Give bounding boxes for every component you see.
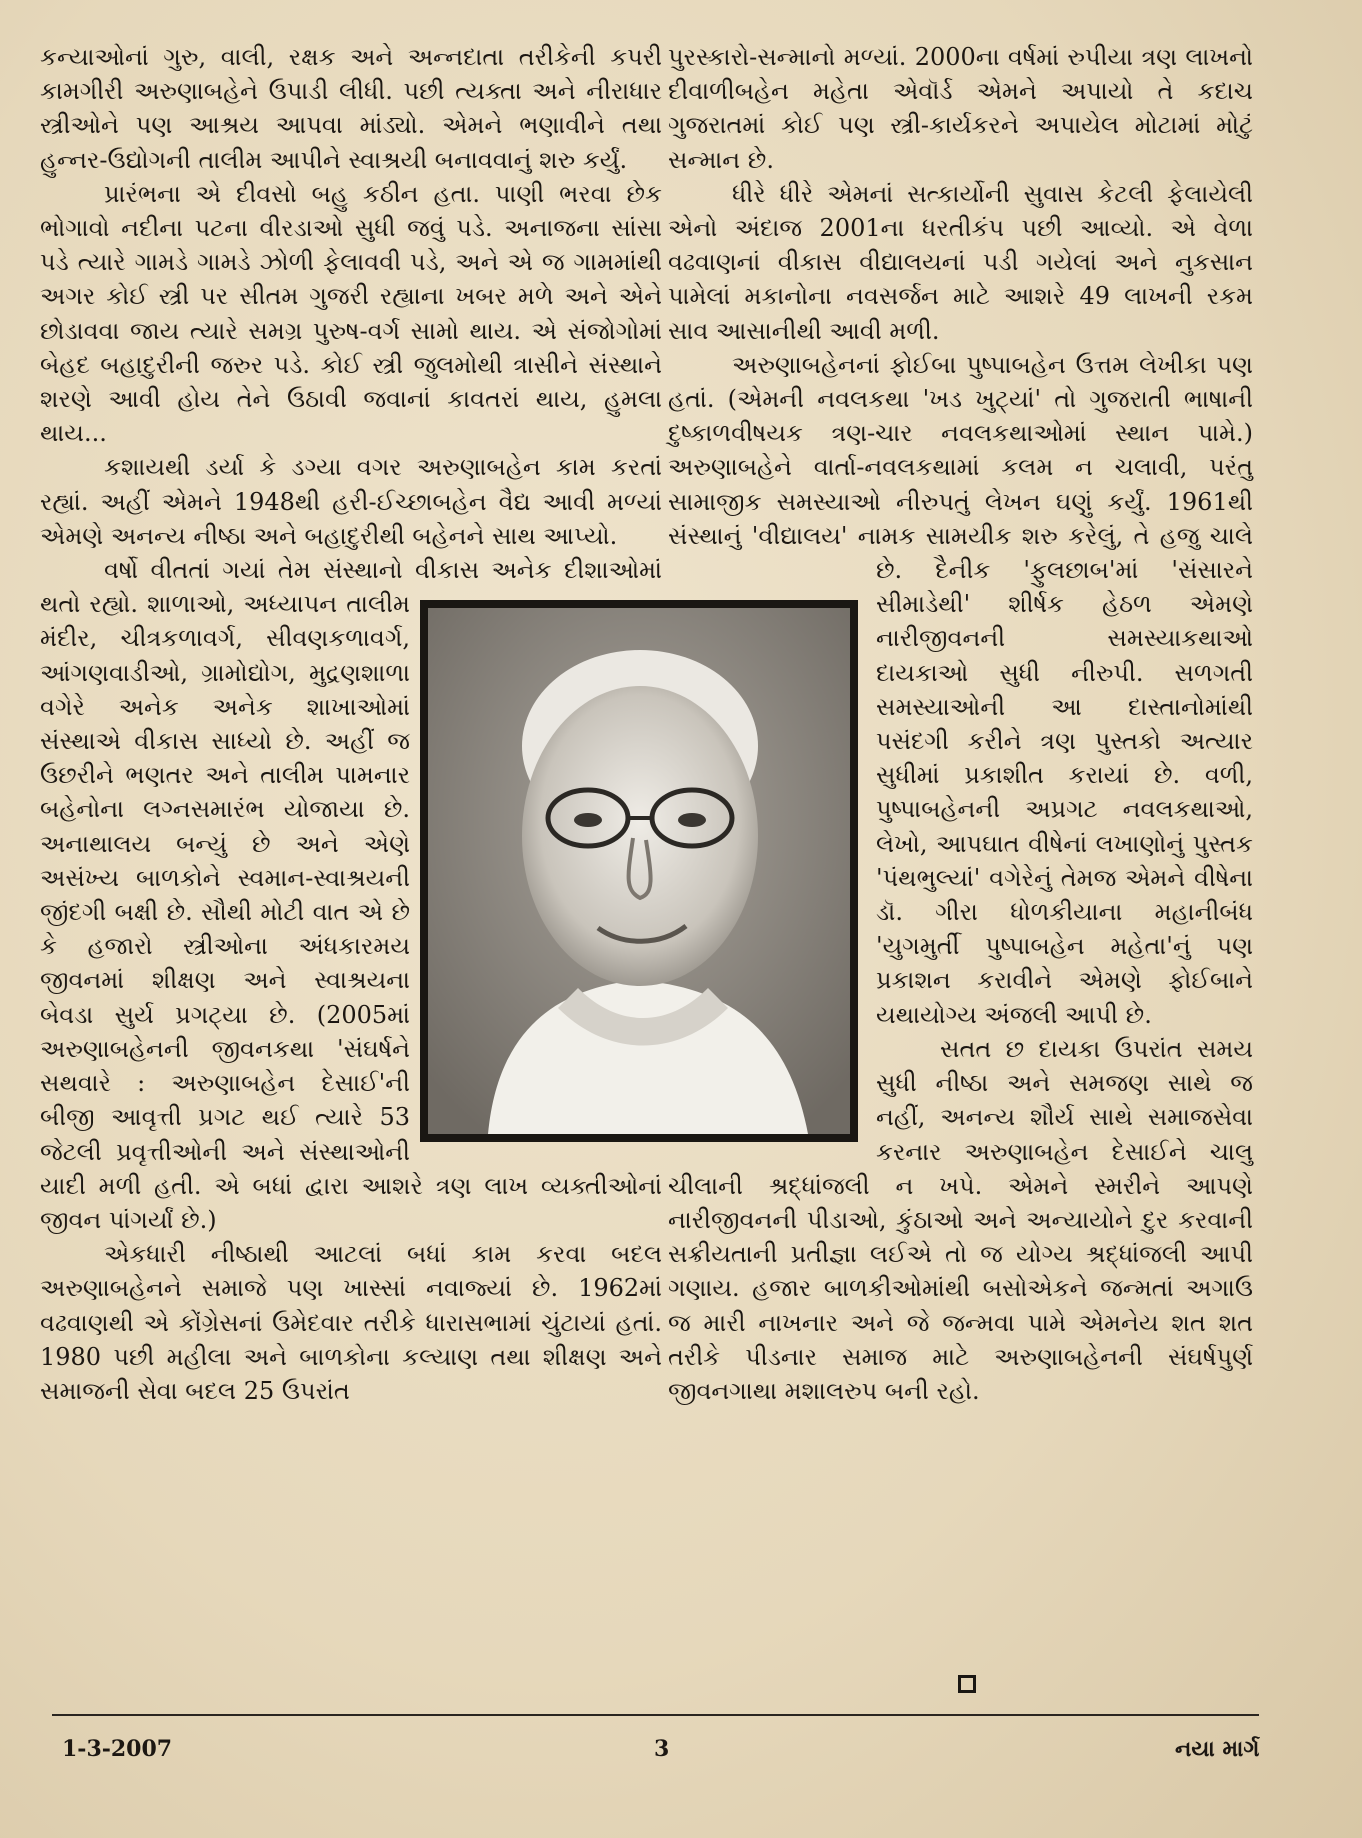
- page-number: 3: [654, 1736, 670, 1762]
- footer-rule: [52, 1714, 1259, 1716]
- paragraph: એકધારી નીષ્ઠાથી આટલાં બધાં કામ કરવા બદલ અરુણાબહેનને સમાજે પણ ખાસ્સાં નવાજ્યાં છે. 1962માં વઢવાણથી એ કોંગ્રેસનાં ઉમેદવાર તરીકે ધારાસભામાં ચુંટાયાં હતાં. 1980 પછી મહીલા અને બાળકોના કલ્યાણ તથા શીક્ષણ અને સમાજની સેવા બદલ 25 ઉપરાંત: [40, 1240, 662, 1405]
- portrait-illustration: [428, 608, 850, 1134]
- paragraph: સતત છ દાયકા ઉપરાંત સમય સુધી નીષ્ઠા અને સમજણ સાથે જ નહીં, અનન્ય શૌર્ય સાથે સમાજસેવા કરનાર અરુણાબહેન દેસાઈને ચાલુ ચીલાની શ્રદ્ધાંજલી ન ખપે. એમને સ્મરીને આપણે નારીજીવનની પીડાઓ, કુંઠાઓ અને અન્યાયોને દુર કરવાની સક્રીયતાની પ્રતીજ્ઞા લઈએ તો જ યોગ્ય શ્રદ્ધાંજલી આપી ગણાય. હજાર બાળકીઓમાંથી બસોએકને જન્મતાં અગાઉ જ મારી નાખનાર અને જે જન્મવા પામે એમનેય શત શત તરીકે પીડનાર સમાજ માટે અરુણાબહેનની સંઘર્ષપુર્ણ જીવનગાથા મશાલરુપ બની રહો.: [668, 1034, 1253, 1405]
- paragraph: કશાયથી ડર્યા કે ડગ્યા વગર અરુણાબહેન કામ કરતાં રહ્યાં. અહીં એમને 1948થી હરી-ઈચ્છાબહેન વૈદ્ય આવી મળ્યાં એમણે અનન્ય નીષ્ઠા અને બહાદુરીથી બહેનને સાથ આપ્યો.: [40, 453, 662, 550]
- issue-date: 1-3-2007: [62, 1736, 173, 1762]
- portrait-photo: [420, 600, 858, 1142]
- paragraph: કન્યાઓનાં ગુરુ, વાલી, રક્ષક અને અન્નદાતા તરીકેની કપરી કામગીરી અરુણાબહેને ઉપાડી લીધી. પછી ત્યક્તા અને નીરાધાર સ્ત્રીઓને પણ આશ્રય આપવા માંડ્યો. એમને ભણાવીને તથા હુન્નર-ઉદ્યોગની તાલીમ આપીને સ્વાશ્રયી બનાવવાનું શરુ કર્યું.: [40, 43, 662, 174]
- paragraph: પ્રારંભના એ દીવસો બહુ કઠીન હતા. પાણી ભરવા છેક ભોગાવો નદીના પટના વીરડાઓ સુધી જવું પડે. અનાજના સાંસા પડે ત્યારે ગામડે ગામડે ઝોળી ફેલાવવી પડે, અને એ જ ગામમાંથી અગર કોઈ સ્ત્રી પર સીતમ ગુજરી રહ્યાના ખબર મળે અને એને છોડાવવા જાય ત્યારે સમગ્ર પુરુષ-વર્ગ સામો થાય. એ સંજોગોમાં બેહદ બહાદુરીની જરુર પડે. કોઈ સ્ત્રી જુલમોથી ત્રાસીને સંસ્થાને શરણે આવી હોય તેને ઉઠાવી જવાનાં કાવતરાં થાય, હુમલા થાય...: [40, 179, 662, 448]
- magazine-name: નયા માર્ગ: [1175, 1736, 1260, 1762]
- paragraph: ધીરે ધીરે એમનાં સત્કાર્યોની સુવાસ કેટલી ફેલાયેલી એનો અંદાજ 2001ના ધરતીકંપ પછી આવ્યો. એ વેળા વઢવાણનાં વીકાસ વીદ્યાલયનાં પડી ગયેલાં અને નુકસાન પામેલાં મકાનોના નવસર્જન માટે આશરે 49 લાખની રકમ સાવ આસાનીથી આવી મળી.: [668, 179, 1253, 345]
- end-of-article-mark: [958, 1675, 976, 1693]
- paragraph: અરુણાબહેનનાં ફોઈબા પુષ્પાબહેન ઉત્તમ લેખીકા પણ હતાં. (એમની નવલકથા 'ખડ ખુટ્યાં' તો ગુજરાતી ભાષાની દુષ્કાળવીષયક ત્રણ-ચાર નવલકથાઓમાં સ્થાન પામે.) અરુણાબહેને વાર્તા-નવલકથામાં કલમ ન ચલાવી, પરંતુ સામાજીક સમસ્યાઓ નીરુપતું લેખન ઘણું કર્યું. 1961થી સંસ્થાનું 'વીદ્યાલય' નામક સામયીક શરુ કરેલું, તે હજુ ચાલે છે. દૈનીક 'ફુલછાબ'માં 'સંસારને સીમાડેથી' શીર્ષક હેઠળ એમણે નારીજીવનની સમસ્યાકથાઓ દાયકાઓ સુધી નીરુપી. સળગતી સમસ્યાઓની આ દાસ્તાનોમાંથી પસંદગી કરીને ત્રણ પુસ્તકો અત્યાર સુધીમાં પ્રકાશીત કરાયાં છે. વળી, પુષ્પાબહેનની અપ્રગટ નવલકથાઓ, લેખો, આપઘાત વીષેનાં લખાણોનું પુસ્તક 'પંથભુલ્યાં' વગેરેનું તેમજ એમને વીષેના ડૉ. ગીરા ધોળકીયાના મહાનીબંધ 'યુગમુર્તી પુષ્પાબહેન મહેતા'નું પણ પ્રકાશન કરાવીને એમણે ફોઈબાને યથાયોગ્ય અંજલી આપી છે.: [668, 350, 1253, 1029]
- paragraph: પુરસ્કારો-સન્માનો મળ્યાં. 2000ના વર્ષમાં રુપીયા ત્રણ લાખનો દીવાળીબહેન મહેતા એવૉર્ડ એમને અપાયો તે કદાચ ગુજરાતમાં કોઈ પણ સ્ત્રી-કાર્યકરને અપાયેલ મોટામાં મોટું સન્માન છે.: [668, 43, 1253, 174]
- paragraph: વર્ષો વીતતાં ગયાં તેમ સંસ્થાનો વીકાસ અનેક દીશાઓમાં થતો રહ્યો. શાળાઓ, અધ્યાપન તાલીમ મંદીર, ચીત્રકળાવર્ગ, સીવણકળાવર્ગ, આંગણવાડીઓ, ગ્રામોદ્યોગ, મુદ્રણશાળા વગેરે અનેક અનેક શાખાઓમાં સંસ્થાએ વીકાસ સાધ્યો છે. અહીં જ ઉછરીને ભણતર અને તાલીમ પામનાર બહેનોના લગ્નસમારંભ યોજાયા છે. અનાથાલય બન્યું છે અને એણે અસંખ્ય બાળકોને સ્વમાન-સ્વાશ્રયની જીંદગી બક્ષી છે. સૌથી મોટી વાત એ છે કે હજારો સ્ત્રીઓના અંધકારમય જીવનમાં શીક્ષણ અને સ્વાશ્રયના બેવડા સુર્ય પ્રગટ્યા છે. (2005માં અરુણાબહેનની જીવનકથા 'સંઘર્ષને સથવારે : અરુણાબહેન દેસાઈ'ની બીજી આવૃત્તી પ્રગટ થઈ ત્યારે 53 જેટલી પ્રવૃત્તીઓની અને સંસ્થાઓની યાદી મળી હતી. એ બધાં દ્વારા આશરે ત્રણ લાખ વ્યક્તીઓનાં જીવન પાંગર્યાં છે.): [40, 556, 662, 1234]
